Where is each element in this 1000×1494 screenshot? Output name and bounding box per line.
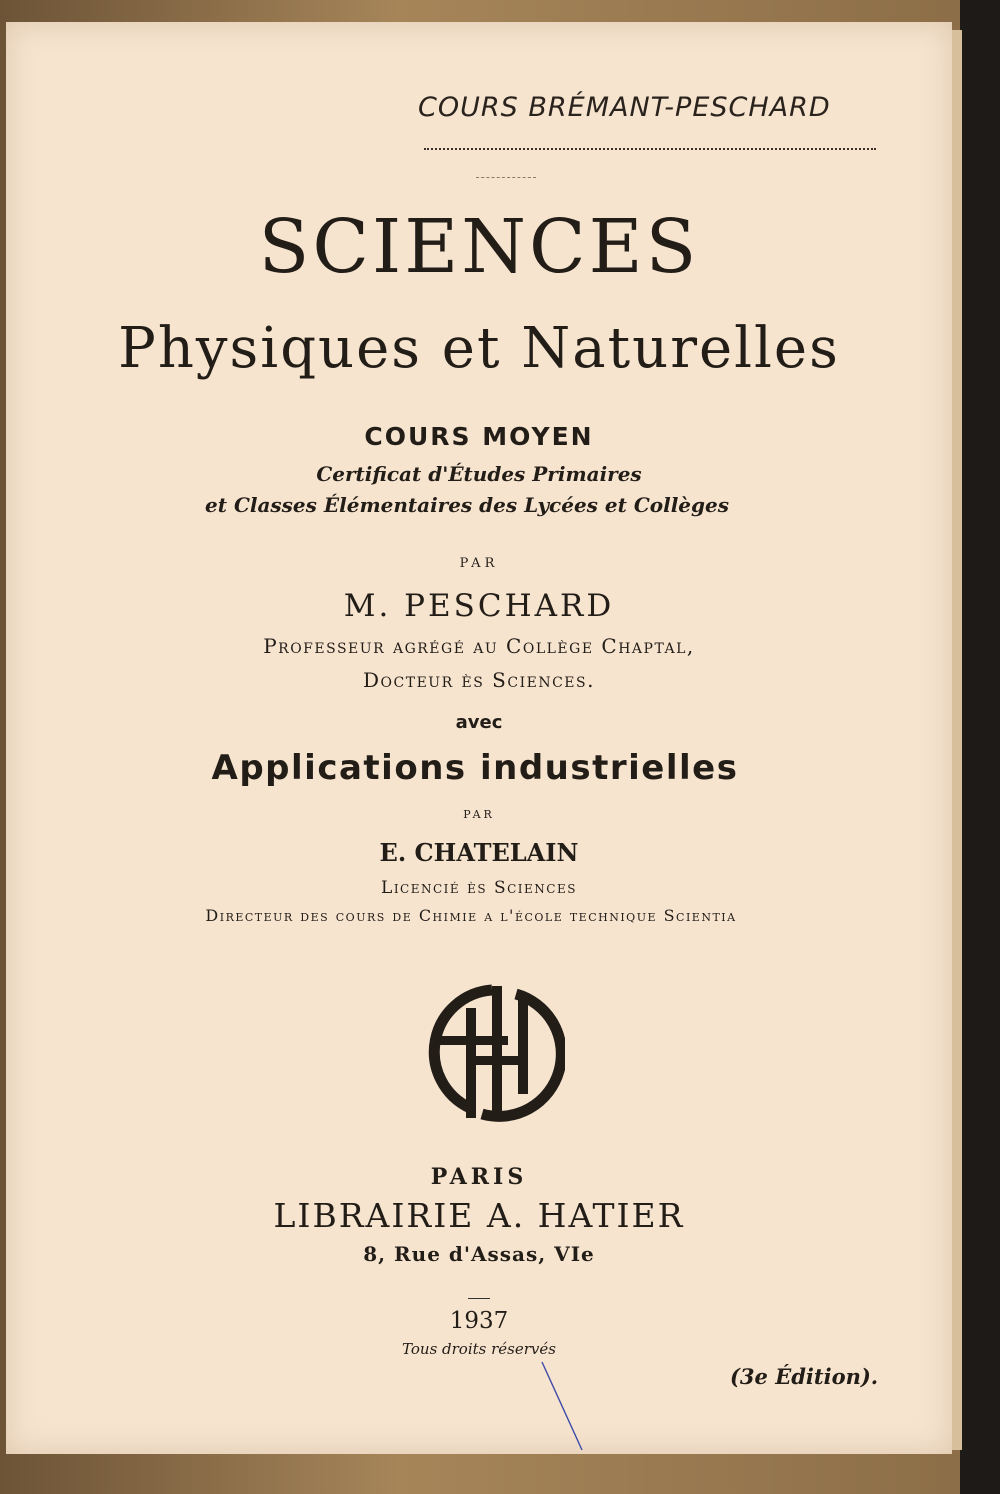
applications-heading: Applications industrielles	[211, 748, 739, 788]
publisher-address: 8, Rue d'Assas, VIe	[363, 1242, 595, 1266]
audience-line-1: Certificat d'Études Primaires	[316, 462, 642, 486]
title-page	[6, 22, 952, 1454]
divider	[476, 177, 536, 178]
edition: (3e Édition).	[730, 1364, 879, 1389]
by-label: PAR	[459, 556, 499, 571]
coauthor-title-1: Licencié ès Sciences	[381, 878, 577, 898]
audience-line-2: et Classes Élémentaires des Lycées et Collèges	[205, 493, 729, 517]
book-spine	[960, 0, 1000, 1494]
by-label-2: PAR	[463, 808, 495, 821]
author-name: M. PESCHARD	[343, 588, 615, 624]
publisher-logo	[420, 980, 565, 1125]
coauthor-name: E. CHATELAIN	[379, 838, 579, 867]
series-name: COURS BRÉMANT-PESCHARD	[418, 92, 831, 123]
course-level: COURS MOYEN	[364, 422, 594, 451]
rights-notice: Tous droits réservés	[402, 1340, 556, 1358]
ornamental-rule	[424, 148, 876, 156]
publisher-name: LIBRAIRIE A. HATIER	[273, 1196, 685, 1235]
author-title-2: Docteur ès Sciences.	[363, 668, 595, 692]
coauthor-title-2: Directeur des cours de Chimie a l'école technique Scientia	[205, 906, 737, 925]
book-title: SCIENCES	[258, 204, 700, 290]
author-title-1: Professeur agrégé au Collège Chaptal,	[263, 634, 695, 658]
with-label: avec	[455, 712, 503, 733]
pen-mark	[540, 1360, 590, 1455]
publication-year: 1937	[449, 1308, 509, 1334]
city: PARIS	[430, 1164, 528, 1190]
divider-short	[6, 1284, 952, 1303]
book-subtitle: Physiques et Naturelles	[118, 316, 840, 381]
